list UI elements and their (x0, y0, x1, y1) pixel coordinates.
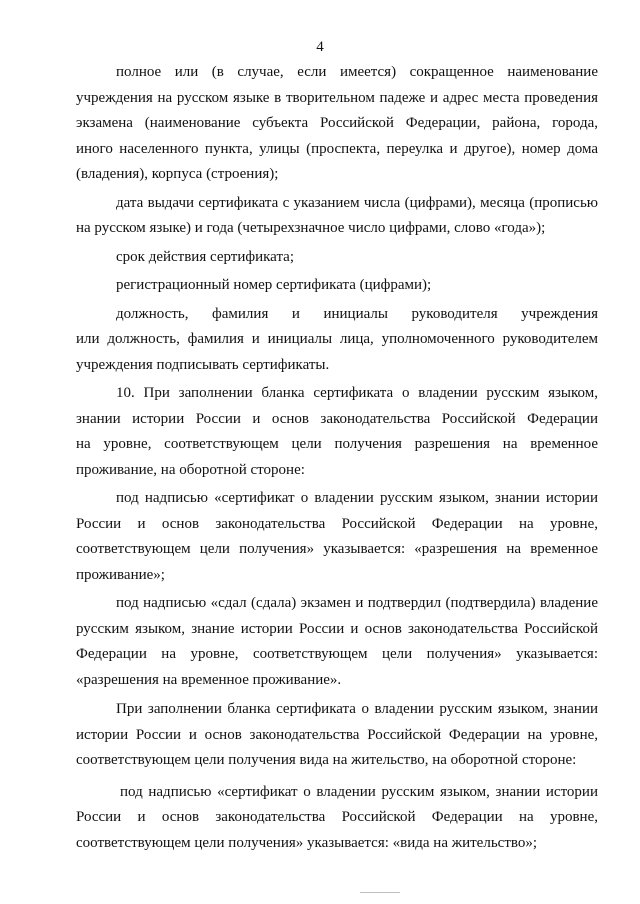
text-line: должность, фамилия и инициалы руководителя учреждения (116, 305, 598, 322)
text-line: Федерации на уровне, соответствующем цели получения» указывается: (76, 646, 598, 662)
text-line: соответствующем цели получения» указывается: «вида на жительство»; (76, 834, 538, 851)
paragraph-certificate-label-residence (76, 780, 598, 857)
text-line: дата выдачи сертификата с указанием числа (цифрами), месяца (прописью (116, 194, 598, 211)
text-line: 10. При заполнении бланка сертификата о владении русским языком, (116, 385, 598, 401)
text-line: экзамена (наименование субъекта Российской Федерации, района, города, (76, 115, 598, 131)
paragraph-item-10 (76, 381, 598, 483)
text-line: истории России и основ законодательства Российской Федерации на уровне, (76, 726, 598, 743)
text-line: России и основ законодательства Российской Федерации на уровне, (76, 515, 598, 532)
paragraph-institution-name (76, 60, 598, 188)
text-line: соответствующем цели получения» указывается: «разрешения на временное (76, 541, 598, 557)
page-number: 4 (316, 39, 324, 55)
text-line: под надписью «сертификат о владении русским языком, знании истории (116, 490, 598, 506)
text-line: При заполнении бланка сертификата о владении русским языком, знании (116, 701, 598, 717)
paragraph-registration-number (76, 273, 598, 299)
text-line: регистрационный номер сертификата (цифрами); (116, 277, 432, 293)
paragraph-residence-permit-intro (76, 697, 598, 774)
text-line: срок действия сертификата; (116, 248, 295, 265)
paragraph-signatory (76, 302, 598, 379)
text-line: под надписью «сертификат о владении русским языком, знании истории (120, 783, 598, 800)
text-line: под надписью «сдал (сдала) экзамен и подтвердил (подтвердила) владение (116, 595, 598, 611)
text-line: знании истории России и основ законодательства Российской Федерации (76, 410, 598, 427)
paragraph-issue-date (76, 191, 598, 242)
text-line: учреждения подписывать сертификаты. (76, 356, 330, 373)
paragraph-validity-period (76, 245, 598, 271)
scan-artifact (360, 892, 400, 893)
paragraph-certificate-label-temporary (76, 486, 598, 588)
text-line: полное или (в случае, если имеется) сокращенное наименование (116, 64, 598, 80)
text-line: иного населенного пункта, улицы (проспекта, переулка и другое), номер дома (76, 140, 598, 157)
text-line: проживание, на оборотной стороне: (76, 461, 305, 478)
text-line: соответствующем цели получения вида на жительство, на оборотной стороне: (76, 752, 577, 768)
text-line: учреждения на русском языке в творительном падеже и адрес места проведения (76, 89, 598, 106)
text-line: России и основ законодательства Российской Федерации на уровне, (76, 809, 598, 825)
text-line: русским языком, знание истории России и основ законодательства Российской (76, 620, 598, 637)
text-line: на русском языке) и года (четырехзначное число цифрами, слово «года»); (76, 220, 546, 236)
text-line: проживание»; (76, 566, 165, 583)
text-line: или должность, фамилия и инициалы лица, уполномоченного руководителем (76, 331, 598, 347)
text-line: на уровне, соответствующем цели получения разрешения на временное (76, 436, 598, 452)
text-line: «разрешения на временное проживание». (76, 671, 342, 688)
text-line: (владения), корпуса (строения); (76, 166, 279, 182)
document-body (76, 60, 598, 856)
paragraph-exam-passed-temporary (76, 591, 598, 693)
